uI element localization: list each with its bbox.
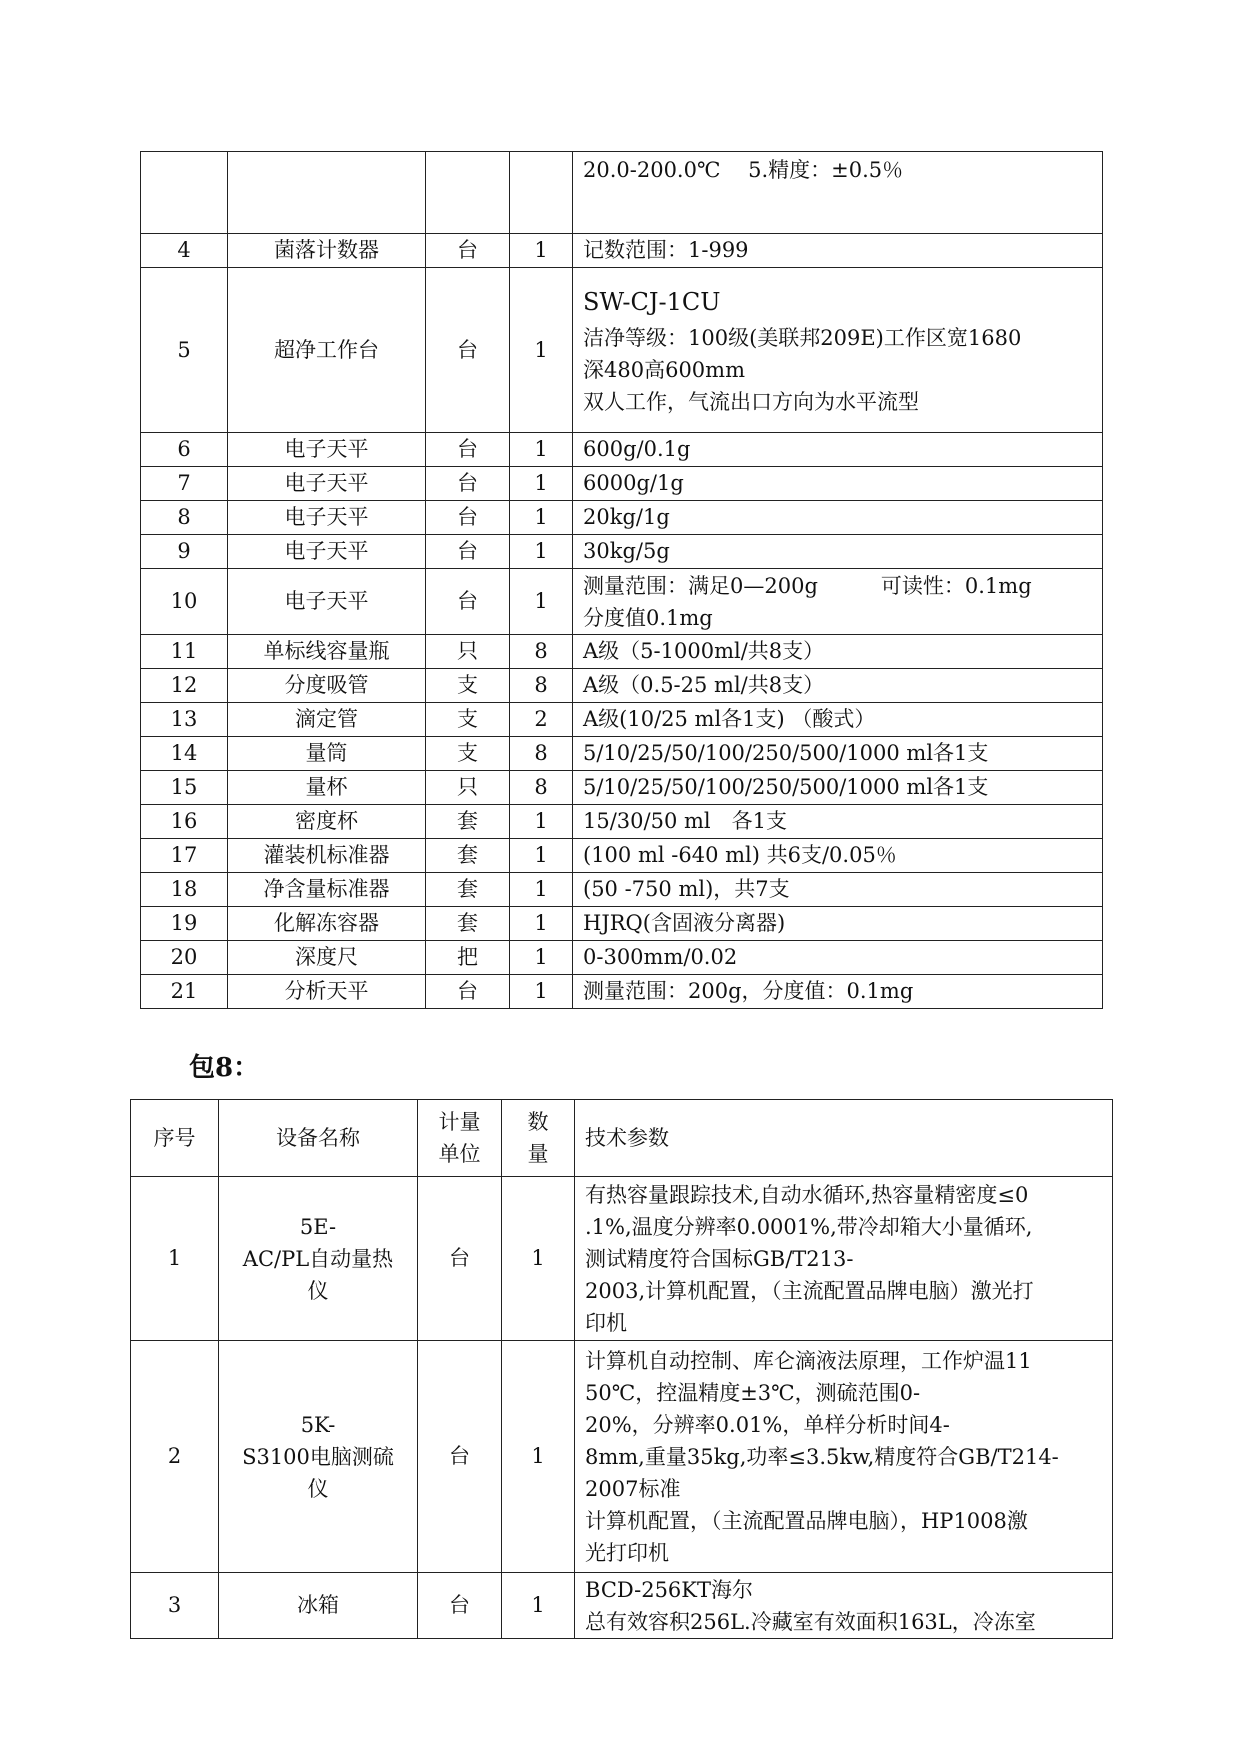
table-row: 10 电子天平 台 1 测量范围：满足0—200g 可读性：0.1mg 分度值0.1mg	[141, 569, 1103, 635]
header-qty: 数 量	[502, 1100, 575, 1177]
table-row: 13 滴定管 支 2 A级(10/25 ml各1支) （酸式）	[141, 703, 1103, 737]
table-row: 17 灌装机标准器 套 1 (100 ml -640 ml) 共6支/0.05％	[141, 839, 1103, 873]
table-row: 12 分度吸管 支 8 A级（0.5-25 ml/共8支）	[141, 669, 1103, 703]
table-row: 18 净含量标准器 套 1 (50 -750 ml)，共7支	[141, 873, 1103, 907]
table-row: 19 化解冻容器 套 1 HJRQ(含固液分离器)	[141, 907, 1103, 941]
table-row: 1 5E- AC/PL自动量热 仪 台 1 有热容量跟踪技术,自动水循环,热容量精密度≤0 .1%,温度分辨率0.0001%,带冷却箱大小量循环, 测试精度符合国标GB/T213- 2003,计算机配置，（主流配置品牌电脑）激光打 印机	[131, 1177, 1113, 1341]
equipment-table-continued	[140, 151, 1103, 1009]
table-row: 21 分析天平 台 1 测量范围：200g，分度值：0.1mg	[141, 975, 1103, 1009]
section-heading: 包8：	[189, 1053, 260, 1083]
table-row: 3 冰箱 台 1 BCD-256KT海尔 总有效容积256L.冷藏室有效面积163L，冷冻室	[131, 1573, 1113, 1639]
header-name: 设备名称	[219, 1100, 418, 1177]
param-cell: 测量范围：满足0—200g 可读性：0.1mg 分度值0.1mg	[573, 569, 1103, 635]
header-no: 序号	[131, 1100, 219, 1177]
equipment-table	[130, 1099, 1113, 1639]
name-cell: 5K- S3100电脑测硫 仪	[219, 1341, 418, 1573]
table-row: 8 电子天平 台 1 20kg/1g	[141, 501, 1103, 535]
header-param: 技术参数	[575, 1100, 1113, 1177]
table-row: 16 密度杯 套 1 15/30/50 ml 各1支	[141, 805, 1103, 839]
table-row: 7 电子天平 台 1 6000g/1g	[141, 467, 1103, 501]
table-row: 6 电子天平 台 1 600g/0.1g	[141, 433, 1103, 467]
model-number: SW-CJ-1CU	[583, 288, 721, 316]
param-cell: SW-CJ-1CU 洁净等级：100级(美联邦209E)工作区宽1680 深480高600mm 双人工作，气流出口方向为水平流型	[573, 268, 1103, 433]
param-cell: BCD-256KT海尔 总有效容积256L.冷藏室有效面积163L，冷冻室	[575, 1573, 1113, 1639]
table-row: 4 菌落计数器 台 1 记数范围：1-999	[141, 234, 1103, 268]
header-unit: 计量 单位	[418, 1100, 502, 1177]
table-row: 11 单标线容量瓶 只 8 A级（5-1000ml/共8支）	[141, 635, 1103, 669]
table-row: 20 深度尺 把 1 0-300mm/0.02	[141, 941, 1103, 975]
param-cell: 计算机自动控制、库仑滴液法原理，工作炉温11 50℃，控温精度±3℃，测硫范围0- 20%，分辨率0.01%，单样分析时间4- 8mm,重量35kg,功率≤3.5kw,精度符合GB/T214- 2007标准 计算机配置，（主流配置品牌电脑），HP1008激 光打印机	[575, 1341, 1113, 1573]
table-row: 2 5K- S3100电脑测硫 仪 台 1 计算机自动控制、库仑滴液法原理，工作炉温11 50℃，控温精度±3℃，测硫范围0- 20%，分辨率0.01%，单样分析时间4- 8mm,重量35kg,功率≤3.5kw,精度符合GB/T214- 2007标准 计算机配置，（主流配置品牌电脑），HP1008激 光打印机	[131, 1341, 1113, 1573]
name-cell: 5E- AC/PL自动量热 仪	[219, 1177, 418, 1341]
table-row	[141, 152, 1103, 234]
table-row: 14 量筒 支 8 5/10/25/50/100/250/500/1000 ml各1支	[141, 737, 1103, 771]
param-cell: 20.0-200.0℃ 5.精度：±0.5％	[573, 152, 1103, 234]
table-row: 9 电子天平 台 1 30kg/5g	[141, 535, 1103, 569]
table-header-row	[131, 1100, 1113, 1177]
param-cell: 有热容量跟踪技术,自动水循环,热容量精密度≤0 .1%,温度分辨率0.0001%,带冷却箱大小量循环, 测试精度符合国标GB/T213- 2003,计算机配置，（主流配置品牌电脑）激光打 印机	[575, 1177, 1113, 1341]
table-row: 5 超净工作台 台 1 SW-CJ-1CU 洁净等级：100级(美联邦209E)工作区宽1680 深480高600mm 双人工作，气流出口方向为水平流型	[141, 268, 1103, 433]
table-row: 15 量杯 只 8 5/10/25/50/100/250/500/1000 ml各1支	[141, 771, 1103, 805]
